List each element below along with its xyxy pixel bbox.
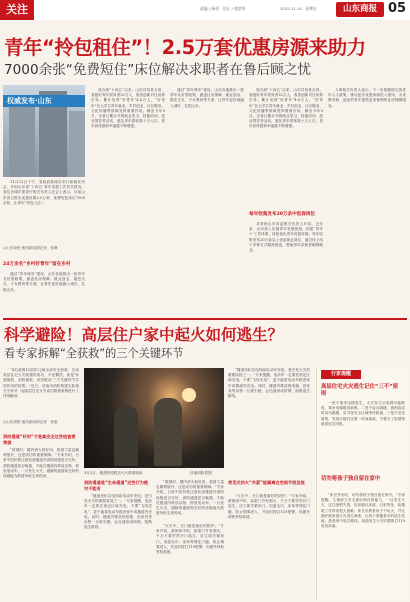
firefighter-image: [154, 398, 182, 466]
story1-headline: 青年“拎包租住”！2.5万套优惠房源来助力: [4, 36, 366, 59]
story2-headline: 科学避险！高层住户家中起火如何逃生？: [4, 326, 284, 344]
paper-name: 山东商报: [342, 4, 377, 14]
firefighter-image: [114, 406, 138, 466]
story1-col4: [249, 222, 323, 312]
section-tag: [0, 0, 34, 20]
story2-col3: [156, 524, 224, 598]
building-image: [9, 103, 35, 177]
story1-col4-top: [249, 88, 323, 206]
story2-subhead: 看专家拆解“全获救”的三个关键环节: [4, 347, 184, 360]
story2-photo: [84, 368, 224, 468]
story2-sub3: 常见式的火“关紧”能隔离这些细节别忽视: [228, 480, 305, 485]
flashlight-image: [182, 388, 196, 402]
building-image: [69, 111, 85, 177]
page-number: 05: [388, 1, 407, 16]
story1-col1-tail: [3, 272, 85, 312]
story2-col3-top: [156, 480, 224, 520]
story1-col3: [170, 88, 244, 312]
story2-col4: [228, 368, 310, 476]
story1-col2: [91, 88, 165, 312]
story2-col3-top-text: “救援时，楼内消火栓好用，救援力量也顺利展开，这是成功的重要保障。”专家介绍，日常中居民要注意检查楼道内消防设施是否完好，消防通道是否畅通，不能在楼道内堆放杂物、停放电动车。一旦发生火灾，通畅的通道和完好的设施能为救援争取宝贵时间。: [156, 480, 224, 516]
masthead-meta: 责编 / 杨勇 设计 / 唐滨华: [200, 6, 246, 11]
authority-badge-label: 权威发布·山东: [7, 97, 52, 105]
tip2-body: [321, 493, 405, 597]
story2-col3-text: “火灾中，关门就是最好的防护。”专家介绍，被困家中时，如果门外有烟火，千万不要贸然开门逃生，应立即关紧房门，用湿毛巾、床单等堵住门缝，防止烟雾进入，并及时拨打119报警，向窗外呼救等待救援。: [156, 524, 224, 555]
tip1-title: 高层住宅火灾逃生记住“三不”原则: [321, 384, 399, 397]
story1-intro: [3, 180, 85, 240]
story1-col2-text: 逸办到“十四五”以来，山东共培育全省、省级好青年领导者32万人，改善创新对比培养引导。累计培养“好青年”4.6万人，“好青年”在大学生青年就业、乡村创业、社区服务、文化传播等领域发挥重要作用。截至今年9月，全省已累计开展就业见习、技能培训、创业帮扶等活动，惠及青年群体数十万人次，青年获得感和幸福感不断增强。: [91, 88, 165, 129]
masthead: [0, 0, 410, 20]
story2-col4-bottom-text: “火灾中，关门就是最好的防护。”专家介绍，被困家中时，如果门外有烟火，千万不要贸然开门逃生，应立即关紧房门，用湿毛巾、床单等堵住门缝，防止烟雾进入，并及时拨打119报警，向窗外呼救等待救援。: [228, 494, 310, 519]
story2-col1: [3, 448, 79, 598]
story1-col3-text: 通过“青年城市”建设，山东各地推出一批青年友好型政策，涵盖住房保障、就业创业、婚恋交友、子女教育等方面，让青年更好地融入城市、扎根山东。: [170, 88, 244, 108]
tip1-body: [321, 401, 405, 471]
story1-col5: [328, 88, 406, 312]
section-tag-label: 关注: [6, 3, 28, 16]
story2-col1-text: “救援时，楼内消火栓好用，救援力量也顺利展开，这是成功的重要保障。”专家介绍，日常中居民要注意检查楼道内消防设施是否完好，消防通道是否畅通，不能在楼道内堆放杂物、停放电动车。一旦发生火灾，通畅的通道和完好的设施能为救援争取宝贵时间。: [3, 448, 79, 479]
story2-col2: [84, 494, 152, 598]
tip2-body-text: “家长外出时，切勿将孩子独自留在家中。”专家提醒，儿童缺乏安全意识和自救能力，一旦发生火灾，往往惊慌失措，容易躲在床底、衣柜等处，给搜救工作带来很大困难。家长应教育孩子不玩火，并定期开展家庭火灾逃生演练，让孩子掌握基本的逃生技能，熟悉家中逃生路线，知道发生火灾时要拨打119电话求助。: [321, 493, 405, 529]
story1-byline: ◎山东商报·速豹新闻网记者 张琳: [3, 246, 58, 250]
story1-callout1: 24万余名“乡村好青年”留在乡村: [3, 262, 71, 267]
photo-caption: 3月1日，楼消防栓附近灭火救援现场: [84, 471, 143, 475]
story2-byline: ◎山东商报·速豹新闻网记者 杨惠: [3, 420, 58, 424]
story1-callout2: 每年收集发布20万条中低保岗位: [249, 212, 316, 217]
story2-col4-bottom: [228, 494, 310, 598]
paper-logo: [336, 2, 384, 17]
tip2-title: 切勿将孩子独自留在家中: [321, 476, 381, 482]
story1-col5-text: 人事相关负责人表示，下一步将继续完善青年人才政策，推动更多优惠房源投入使用，为来鲁求职、创业的青年提供更加便利的住房保障服务。: [328, 88, 406, 108]
story2-sub1: 消防通道“好用”才是真安全这些检查要常做: [3, 434, 76, 445]
story1-intro-text: 11月13日下午，省政府新闻办举行新闻发布会，介绍山东省“十四五”青年发展工作有关情况。省住房城乡建设厅相关负责人在会上表示，目前山东省已推出优惠房源2.5万套，免费短住床位7000余张，让青年“拎包入住”。: [3, 180, 85, 205]
story1-col4-top-text: 逸办到“十四五”以来，山东共培育全省、省级好青年领导者32万人，改善创新对比培养引导。累计培养“好青年”4.6万人，“好青年”在大学生青年就业、乡村创业、社区服务、文化传播等领域发挥重要作用。截至今年9月，全省已累计开展就业见习、技能培训、创业帮扶等活动，惠及青年群体数十万人次，青年获得感和幸福感不断增强。: [249, 88, 323, 129]
story2-intro-text: “4名被困15层的儿童全部安全获救，这场高层住宅火灾救援的成功，不是偶然，而是‘家庭施救、消防施救、高效联动’三个关键环节共同作用的结果。”近日，济南市消防救援支队相关专家对一起高层住宅火灾成功救援案例进行了详细解读。: [3, 368, 79, 399]
story1-subhead: 7000余张“免费短住”床位解决求职者在鲁后顾之忧: [4, 62, 311, 78]
tip1-body-text: 一是不乘坐电梯逃生。火灾发生后电梯可能断电，乘坐电梯极易被困。二是不盲目跳楼，被困高层时切勿跳楼，应寻找安全区域等待救援。三是不贪恋财物，发现火情后应第一时间逃离，不要为了取财物耽误逃生时机。: [321, 401, 405, 426]
story1-col1-tail-text: 通过“青年城市”建设，山东各地推出一批青年友好型政策，涵盖住房保障、就业创业、婚恋交友、子女教育等方面，让青年更好地融入城市、扎根山东。: [3, 272, 85, 292]
tips-label: [321, 370, 361, 379]
story2-col2-text: “楼道里私拉电线给电动车充电，是引发火灾的重要原因之一。”专家提醒，电动车一定要在指定区域充电，不要“飞线充电”，更不能将电动车推进家中或楼道内充电。同时，楼道内堆放的纸箱、旧家具等杂物一旦被引燃，会迅速形成浓烟，阻断逃生路线。: [84, 494, 152, 530]
tips-sidebar: [316, 368, 409, 600]
masthead-date: 2025.11.14 星期五: [280, 6, 317, 11]
tips-label-text: 行家提醒: [330, 371, 351, 377]
story2-col4-text: “楼道里私拉电线给电动车充电，是引发火灾的重要原因之一。”专家提醒，电动车一定要在指定区域充电，不要“飞线充电”，更不能将电动车推进家中或楼道内充电。同时，楼道内堆放的纸箱、旧家具等杂物一旦被引燃，会迅速形成浓烟，阻断逃生路线。: [228, 368, 310, 399]
story1-col4-text: 共青团山东省委相关负责人介绍，近年来，山东深入实施青年发展规划，构建“青年+”工作体系，持续优化青年发展环境。每年收集发布20万条以上优质就业岗位，通过线上线下多种方式精准推送，帮助青年求职者顺利就业。: [249, 222, 323, 253]
authority-badge: [3, 95, 85, 107]
section-divider: [3, 318, 407, 320]
photo-credit: 济南消防供图: [190, 471, 212, 475]
story2-sub2: 消防通道是“生命通道”这些行为绝对不能有: [84, 480, 149, 491]
story2-intro: [3, 368, 79, 418]
